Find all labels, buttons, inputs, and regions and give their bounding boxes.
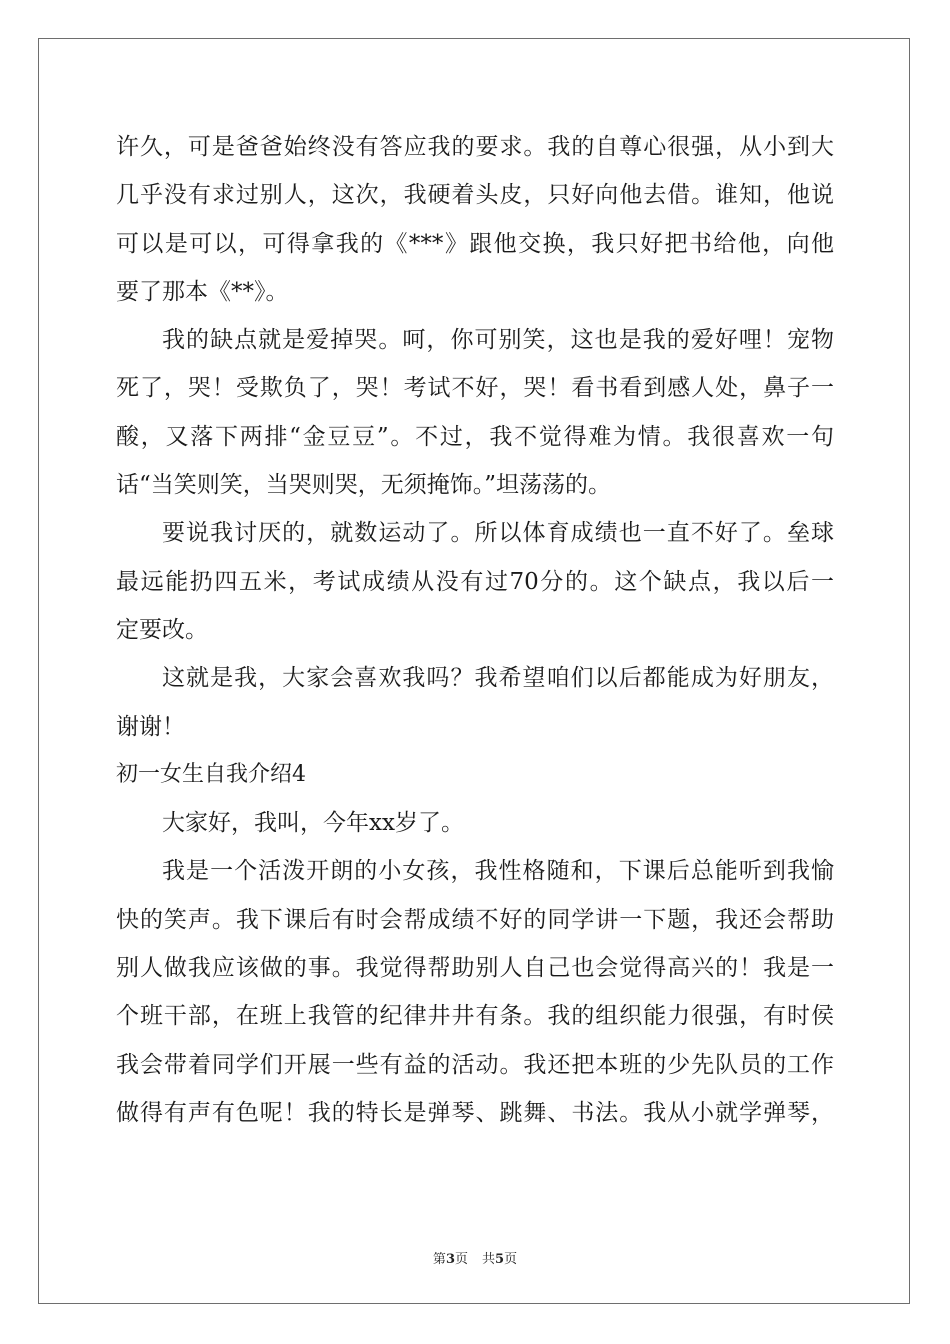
body-line: 定要改。	[116, 616, 208, 643]
section-heading: 初一女生自我介绍4	[116, 761, 306, 787]
footer-total-prefix: 共	[482, 1252, 496, 1267]
body-line: 要了那本《**》。	[116, 278, 289, 305]
body-line: 别人做我应该做的事。我觉得帮助别人自己也会觉得高兴的！我是一	[116, 955, 834, 982]
body-line: 最远能扔四五米，考试成绩从没有过70分的。这个缺点，我以后一	[116, 568, 834, 595]
body-line: 话“当笑则笑，当哭则哭，无须掩饰。”坦荡荡的。	[116, 472, 612, 499]
body-line: 许久，可是爸爸始终没有答应我的要求。我的自尊心很强，从小到大	[116, 134, 834, 160]
page-footer	[0, 1248, 950, 1267]
body-line: 个班干部，在班上我管的纪律井井有条。我的组织能力很强，有时侯	[116, 1003, 834, 1030]
body-line: 酸，又落下两排“金豆豆”。不过，我不觉得难为情。我很喜欢一句	[116, 423, 834, 450]
body-line: 可以是可以，可得拿我的《***》跟他交换，我只好把书给他，向他	[116, 230, 834, 257]
body-line: 我的缺点就是爱掉哭。呵，你可别笑，这也是我的爱好哩！宠物	[162, 327, 834, 354]
body-line: 我是一个活泼开朗的小女孩，我性格随和，下课后总能听到我愉	[162, 858, 834, 885]
footer-page-unit: 页	[454, 1252, 468, 1267]
document-body	[116, 123, 834, 1137]
body-line: 做得有声有色呢！我的特长是弹琴、跳舞、书法。我从小就学弹琴，	[116, 1099, 834, 1126]
total-page-number: 5	[495, 1252, 505, 1267]
body-line: 我会带着同学们开展一些有益的活动。我还把本班的少先队员的工作	[116, 1051, 834, 1078]
body-line: 死了，哭！受欺负了，哭！考试不好，哭！看书看到感人处，鼻子一	[116, 375, 834, 402]
body-line: 大家好，我叫，今年xx岁了。	[162, 810, 464, 837]
body-line: 要说我讨厌的，就数运动了。所以体育成绩也一直不好了。垒球	[162, 520, 834, 547]
body-line: 几乎没有求过别人，这次，我硬着头皮，只好向他去借。谁知，他说	[116, 182, 834, 209]
body-line: 谢谢！	[116, 713, 185, 740]
body-line: 这就是我，大家会喜欢我吗？我希望咱们以后都能成为好朋友，	[162, 665, 834, 692]
body-line: 快的笑声。我下课后有时会帮成绩不好的同学讲一下题，我还会帮助	[116, 906, 834, 933]
footer-total-unit: 页	[504, 1252, 518, 1267]
footer-prefix: 第	[432, 1252, 446, 1267]
current-page-number: 3	[445, 1252, 455, 1267]
